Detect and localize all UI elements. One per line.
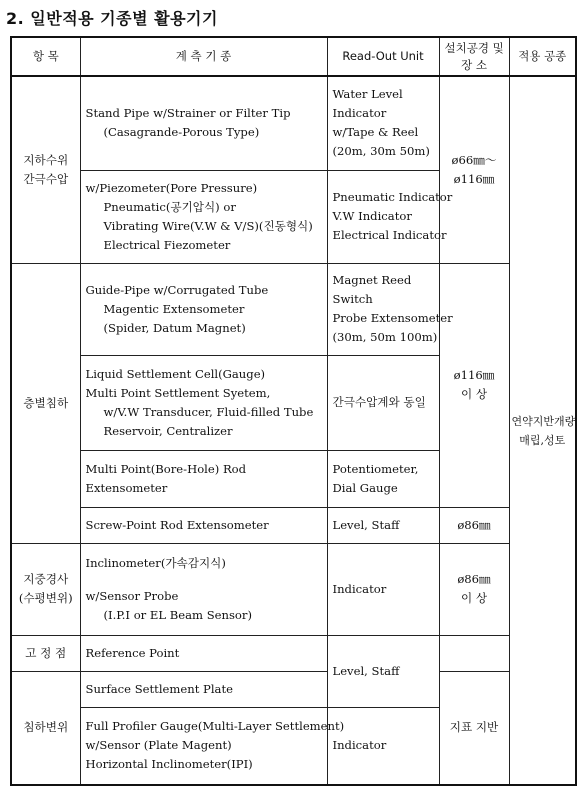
space-line: ø66㎜～ <box>451 152 497 167</box>
instrument-multipoint <box>80 450 327 507</box>
category-line: 지중경사 <box>23 572 69 586</box>
table-row <box>11 671 576 707</box>
instrument-line: (Spider, Datum Magnet) <box>103 320 246 335</box>
header-readout: Read-Out Unit <box>327 37 439 76</box>
readout-line: V.W Indicator <box>332 209 412 223</box>
readout-line: Probe Extensometer <box>332 311 453 325</box>
readout-line: Water Level <box>332 87 403 102</box>
instrument-line: Vibrating Wire(V.W & V/S)(진동형식) <box>103 218 313 233</box>
table-row <box>11 263 576 355</box>
readout-line: Indicator <box>332 106 387 121</box>
space-line: 이 상 <box>460 591 488 605</box>
instrument-line: Guide-Pipe w/Corrugated Tube <box>85 282 269 297</box>
category-settlement: 침하변위 <box>11 671 80 785</box>
space-screwpoint: ø86㎜ <box>439 507 509 543</box>
instrument-line: Pneumatic(공기압식) or <box>103 199 236 214</box>
instrument-line: Magentic Extensometer <box>103 301 245 316</box>
readout-profiler: Indicator <box>327 707 439 785</box>
table-row <box>11 543 576 635</box>
instrument-line: w/Sensor Probe <box>85 588 179 603</box>
instrument-screwpoint: Screw-Point Rod Extensometer <box>80 507 327 543</box>
apply-cell <box>509 76 576 785</box>
category-layer: 층별침하 <box>11 263 80 543</box>
instrument-line: w/Sensor (Plate Magent) <box>85 738 232 753</box>
instrument-profiler <box>80 707 345 785</box>
instrument-line: Multi Point Settlement Syetem, <box>85 385 271 400</box>
instrument-line: Extensometer <box>85 480 168 495</box>
header-space-line2: 장 소 <box>461 57 487 72</box>
readout-line: (30m, 50m 100m) <box>332 330 438 344</box>
readout-screwpoint: Level, Staff <box>327 507 439 543</box>
readout-multipoint <box>327 450 439 507</box>
readout-line: Potentiometer, <box>332 461 419 476</box>
instrument-piezometer <box>80 170 327 263</box>
readout-line: Magnet Reed <box>332 273 412 287</box>
readout-line: Switch <box>332 292 373 306</box>
instrument-line: (Casagrande-Porous Type) <box>103 125 260 140</box>
header-apply: 적용 공종 <box>509 37 576 76</box>
header-space <box>439 37 509 76</box>
readout-line: w/Tape & Reel <box>332 125 419 140</box>
instrument-line: Horizontal Inclinometer(IPI) <box>85 757 253 772</box>
readout-guidepipe <box>327 263 453 355</box>
instrument-line: Stand Pipe w/Strainer or Filter Tip <box>85 106 291 121</box>
space-reference <box>439 635 509 671</box>
space-layer <box>439 263 509 507</box>
header-row <box>11 37 576 76</box>
category-groundwater-line2: 간극수압 <box>23 171 69 186</box>
readout-line: Pneumatic Indicator <box>332 190 453 204</box>
space-line: ø116㎜ <box>453 368 495 382</box>
category-fixed: 고 정 점 <box>11 635 80 671</box>
instrument-guidepipe <box>80 263 327 355</box>
readout-piezometer <box>327 170 453 263</box>
header-space-line1: 설치공경 및 <box>444 40 504 55</box>
page-title: 2. 일반적용 기종별 활용기기 <box>6 9 218 28</box>
table-row <box>11 635 576 671</box>
readout-liquid: 간극수압계와 동일 <box>327 355 439 450</box>
space-line: 이 상 <box>460 387 488 401</box>
category-lateral <box>11 543 80 635</box>
instrument-line: w/Piezometer(Pore Pressure) <box>85 180 258 195</box>
instrument-line: Liquid Settlement Cell(Gauge) <box>85 366 266 381</box>
instrument-line: Multi Point(Bore-Hole) Rod <box>85 461 247 476</box>
space-groundwater <box>439 76 509 263</box>
space-line: ø86㎜ <box>457 572 491 586</box>
readout-standpipe <box>327 76 439 170</box>
instrument-line: Inclinometer(가속감지식) <box>85 555 226 570</box>
readout-line: (20m, 30m 50m) <box>332 144 430 159</box>
table-row <box>11 507 576 543</box>
apply-line: 매립,성토 <box>519 433 566 447</box>
category-groundwater <box>11 76 80 263</box>
instrument-surface: Surface Settlement Plate <box>80 671 327 707</box>
category-line: (수평변위) <box>18 591 73 605</box>
space-inclinometer <box>439 543 509 635</box>
table-row <box>11 76 576 170</box>
header-item: 항 목 <box>11 37 80 76</box>
space-settlement: 지표 지반 <box>439 671 509 785</box>
instrument-line: Reservoir, Centralizer <box>103 423 233 438</box>
instrument-reference: Reference Point <box>80 635 327 671</box>
readout-inclinometer: Indicator <box>327 543 439 635</box>
readout-line: Electrical Indicator <box>332 228 447 242</box>
space-line: ø116㎜ <box>453 171 495 186</box>
header-instrument: 계 측 기 종 <box>80 37 327 76</box>
readout-line: Dial Gauge <box>332 480 398 495</box>
spacer <box>86 573 322 587</box>
instrument-inclinometer <box>80 543 327 635</box>
readout-reference: Level, Staff <box>327 635 439 707</box>
instrument-liquid <box>80 355 327 450</box>
instrument-line: w/V.W Transducer, Fluid-filled Tube <box>103 404 314 419</box>
instrument-line: (I.P.I or EL Beam Sensor) <box>103 607 252 622</box>
apply-line: 연약지반개량 <box>511 414 576 428</box>
category-groundwater-line1: 지하수위 <box>23 152 69 167</box>
instrument-line: Full Profiler Gauge(Multi-Layer Settlement) <box>85 719 345 734</box>
instrument-line: Electrical Fiezometer <box>103 237 231 252</box>
instrument-spec-table <box>10 36 577 786</box>
instrument-standpipe <box>80 76 327 170</box>
